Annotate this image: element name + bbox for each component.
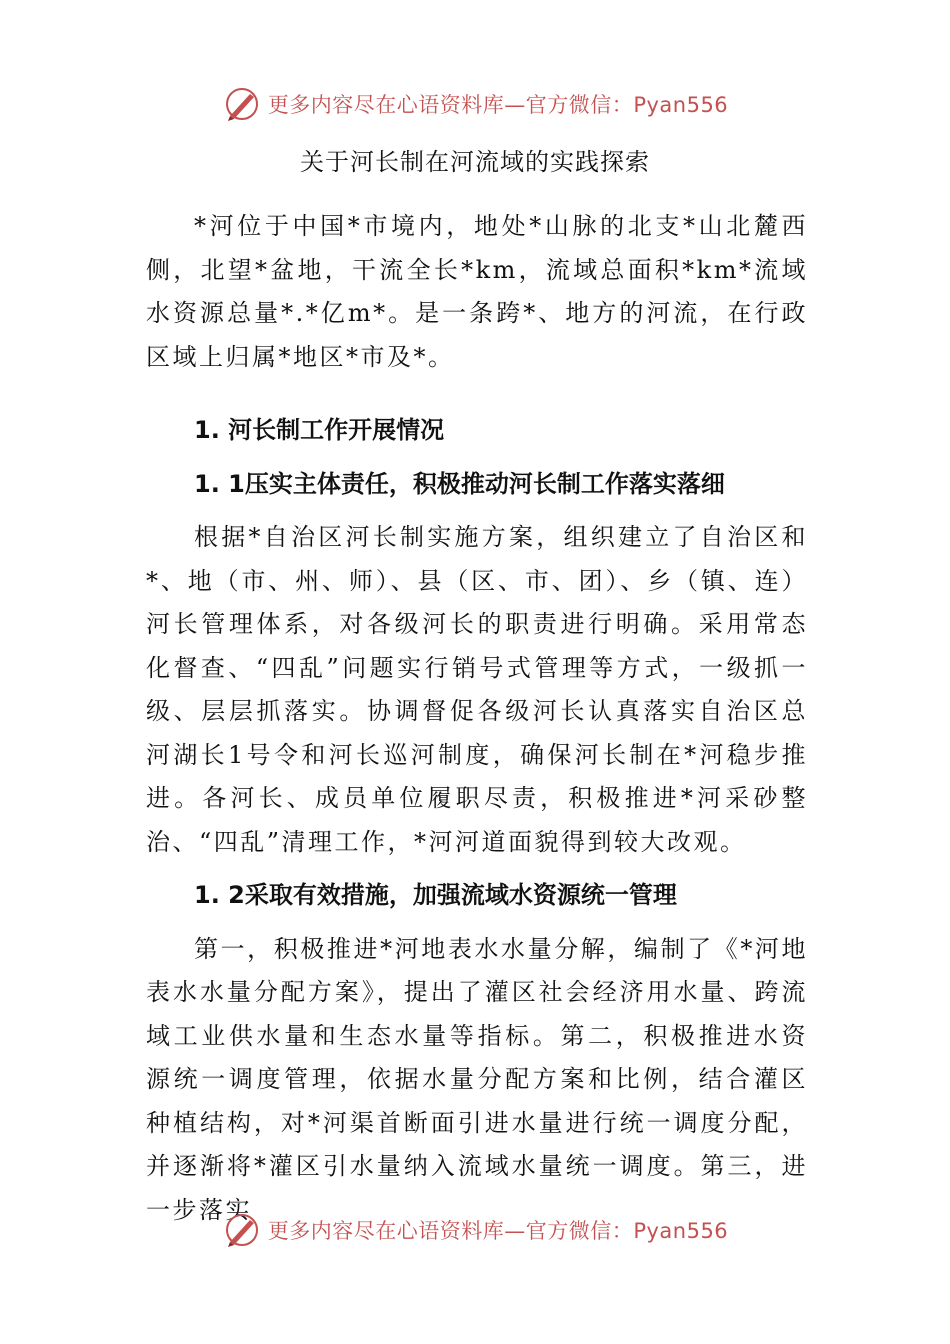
- pen-logo-icon: [222, 84, 262, 124]
- intro-paragraph: *河位于中国*市境内，地处*山脉的北支*山北麓西侧，北望*盆地，干流全长*km，流域总面积*km*流域水资源总量*.*亿m*。是一条跨*、地方的河流，在行政区域上归属*地区*市及*。: [146, 212, 808, 371]
- banner-wechat-id: Pyan556: [633, 93, 729, 117]
- footer-banner: [0, 1208, 950, 1252]
- page-title: 关于河长制在河流域的实践探索: [300, 148, 650, 176]
- section-heading-1: 1. 河长制工作开展情况: [194, 416, 445, 444]
- banner-wechat-id: Pyan556: [633, 1219, 729, 1243]
- banner-text-cn: 更多内容尽在心语资料库—官方微信：: [267, 93, 634, 117]
- pen-logo-icon: [222, 1210, 262, 1250]
- banner-text: [268, 89, 728, 119]
- section-heading-1-1: 1. 1压实主体责任，积极推动河长制工作落实落细: [194, 469, 725, 498]
- section-1-1-paragraph: 根据*自治区河长制实施方案，组织建立了自治区和*、地（市、州、师）、县（区、市、团）、乡（镇、连）河长管理体系，对各级河长的职责进行明确。采用常态化督查、“四乱”问题实行销号式管理等方式，一级抓一级、层层抓落实。协调督促各级河长认真落实自治区总河湖长1号令和河长巡河制度，确保河长制在*河稳步推进。各河长、成员单位履职尽责，积极推进*河采砂整治、“四乱”清理工作，*河河道面貌得到较大改观。: [146, 523, 808, 856]
- banner-text-cn: 更多内容尽在心语资料库—官方微信：: [267, 1219, 634, 1243]
- section-heading-1-2: 1. 2采取有效措施，加强流域水资源统一管理: [194, 881, 677, 909]
- document-body: [146, 205, 808, 1232]
- header-banner: [0, 82, 950, 126]
- banner-text: [268, 1215, 728, 1245]
- section-1-2-paragraph: 第一，积极推进*河地表水水量分解，编制了《*河地表水水量分配方案》，提出了灌区社会经济用水量、跨流域工业供水量和生态水量等指标。第二，积极推进水资源统一调度管理，依据水量分配方案和比例，结合灌区种植结构，对*河渠首断面引进水量进行统一调度分配，并逐渐将*灌区引水量纳入流域水量统一调度。第三，进一步落实: [146, 934, 808, 1224]
